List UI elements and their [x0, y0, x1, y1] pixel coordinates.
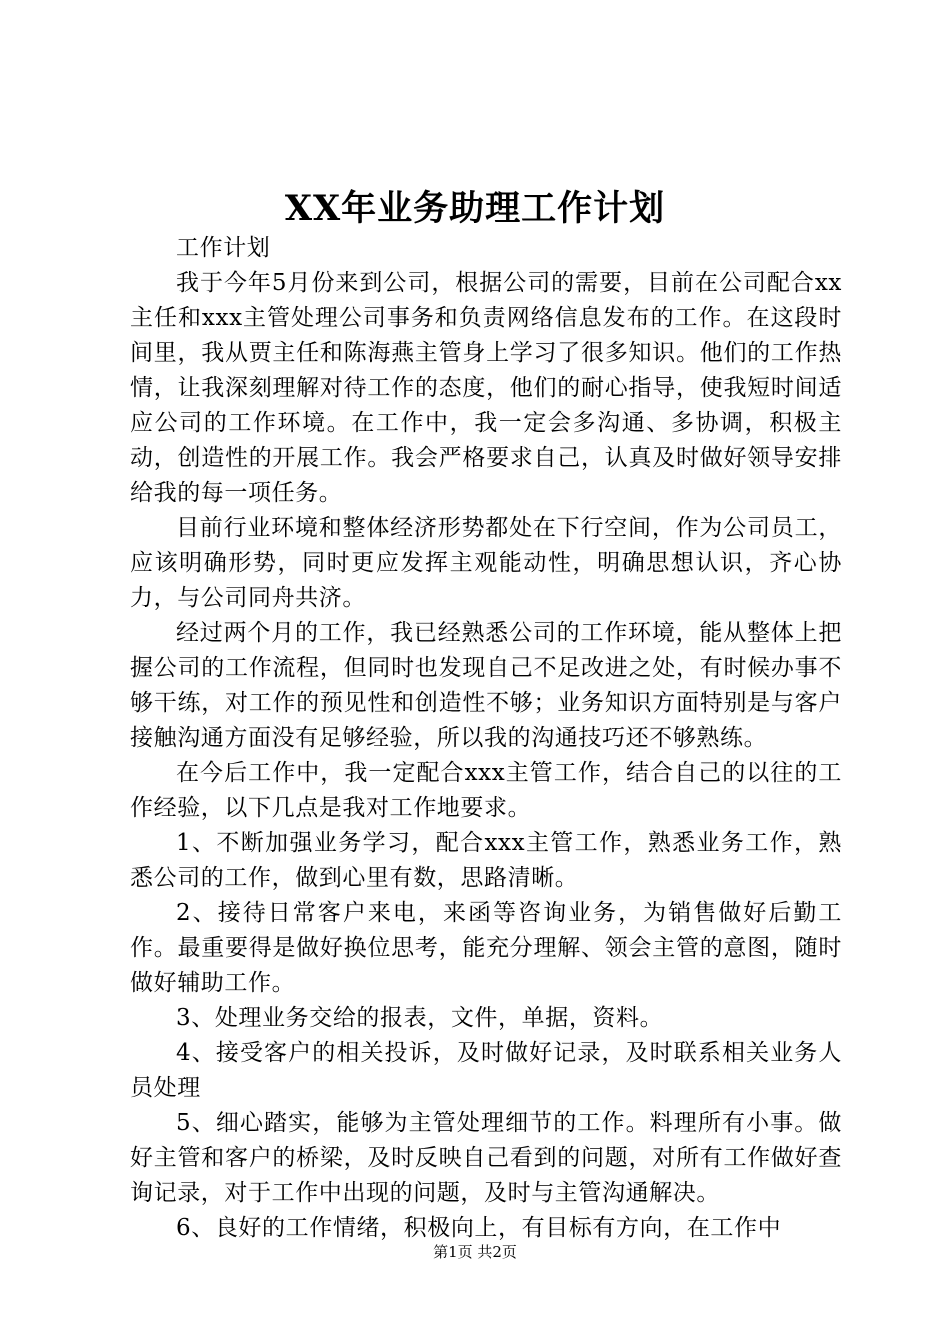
paragraph: 我于今年5月份来到公司，根据公司的需要，目前在公司配合xx主任和xxx主管处理公司事务和负责网络信息发布的工作。在这段时间里，我从贾主任和陈海燕主管身上学习了很多知识。他们的工作热情，让我深刻理解对待工作的态度，他们的耐心指导，使我短时间适应公司的工作环境。在工作中，我一定会多沟通、多协调，积极主动，创造性的开展工作。我会严格要求自己，认真及时做好领导安排给我的每一项任务。	[130, 270, 842, 506]
list-item: 5、细心踏实，能够为主管处理细节的工作。料理所有小事。做好主管和客户的桥梁，及时反映自己看到的问题，对所有工作做好查询记录，对于工作中出现的问题，及时与主管沟通解决。	[130, 1110, 842, 1206]
list-item: 4、接受客户的相关投诉，及时做好记录，及时联系相关业务人员处理	[130, 1040, 842, 1101]
document-title: XX年业务助理工作计划	[284, 188, 666, 229]
paragraph: 目前行业环境和整体经济形势都处在下行空间，作为公司员工，应该明确形势，同时更应发挥主观能动性，明确思想认识，齐心协力，与公司同舟共济。	[130, 515, 842, 611]
list-item: 6、良好的工作情绪，积极向上，有目标有方向，在工作中	[176, 1215, 782, 1241]
page-number-footer: 第1页 共2页	[433, 1243, 517, 1261]
paragraph: 经过两个月的工作，我已经熟悉公司的工作环境，能从整体上把握公司的工作流程，但同时也发现自己不足改进之处，有时候办事不够干练，对工作的预见性和创造性不够；业务知识方面特别是与客户接触沟通方面没有足够经验，所以我的沟通技巧还不够熟练。	[130, 620, 842, 751]
list-item: 2、接待日常客户来电，来函等咨询业务，为销售做好后勤工作。最重要得是做好换位思考，能充分理解、领会主管的意图，随时做好辅助工作。	[130, 900, 842, 996]
document-body	[130, 231, 842, 1246]
list-item: 1、不断加强业务学习，配合xxx主管工作，熟悉业务工作，熟悉公司的工作，做到心里有数，思路清晰。	[130, 830, 842, 891]
list-item: 3、处理业务交给的报表，文件，单据，资料。	[176, 1005, 664, 1031]
paragraph: 在今后工作中，我一定配合xxx主管工作，结合自己的以往的工作经验，以下几点是我对工作地要求。	[130, 760, 842, 821]
paragraph-heading: 工作计划	[176, 235, 271, 261]
